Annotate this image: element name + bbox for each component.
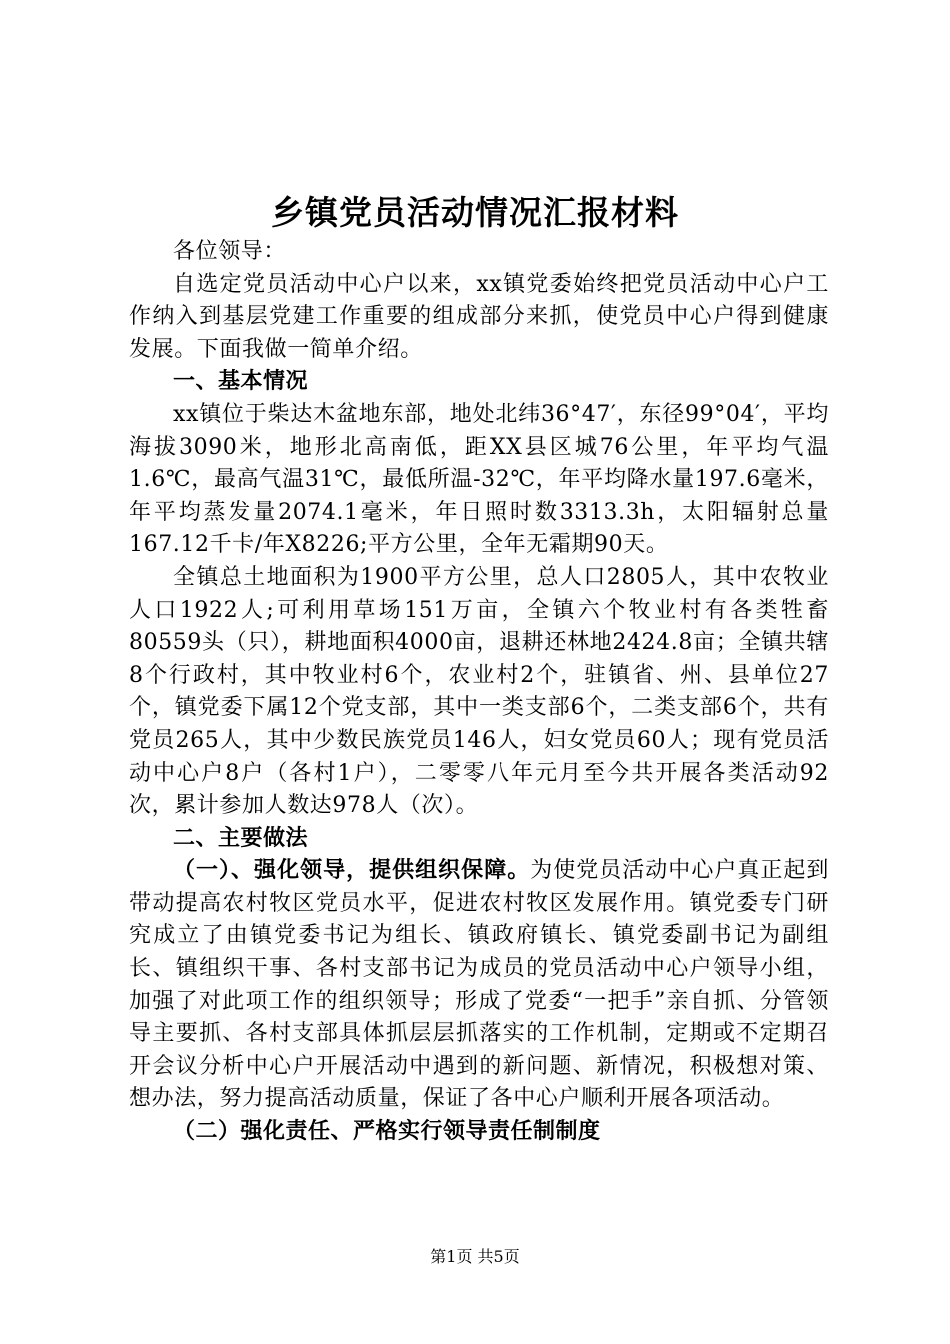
- paragraph-population: 全镇总土地面积为1900平方公里，总人口2805人，其中农牧业人口1922人;可利用草场151万亩，全镇六个牧业村有各类牲畜80559头（只），耕地面积4000亩，退耕还林地2424.8亩；全镇共辖8个行政村，其中牧业村6个，农业村2个，驻镇省、州、县单位27个，镇党委下属12个党支部，其中一类支部6个，二类支部6个，共有党员265人，其中少数民族党员146人，妇女党员60人；现有党员活动中心户8户（各村1户），二零零八年元月至今共开展各类活动92次，累计参加人数达978人（次）。: [129, 564, 829, 819]
- paragraph-leadership-body: 为使党员活动中心户真正起到带动提高农村牧区党员水平，促进农村牧区发展作用。镇党委专门研究成立了由镇党委书记为组长、镇政府镇长、镇党委副书记为副组长、镇组织干事、各村支部书记为成员的党员活动中心户领导小组，加强了对此项工作的组织领导；形成了党委“一把手”亲自抓、分管领导主要抓、各村支部具体抓层层抓落实的工作机制，定期或不定期召开会议分析中心户开展活动中遇到的新问题、新情况，积极想对策、想办法，努力提高活动质量，保证了各中心户顺利开展各项活动。: [129, 858, 829, 1112]
- paragraph-geography: xx镇位于柴达木盆地东部，地处北纬36°47′，东径99°04′，平均海拔3090米，地形北高南低，距XX县区城76公里，年平均气温1.6℃，最高气温31℃，最低所温-32℃，年平均降水量197.6毫米，年平均蒸发量2074.1毫米，年日照时数3313.3h，太阳辐射总量167.12千卡/年X8226;平方公里，全年无霜期90天。: [129, 401, 829, 558]
- subsection-heading-responsibility: （二）强化责任、严格实行领导责任制制度: [173, 1119, 601, 1145]
- intro-paragraph: 自选定党员活动中心户以来，xx镇党委始终把党员活动中心户工作纳入到基层党建工作重要的组成部分来抓，使党员中心户得到健康发展。下面我做一简单介绍。: [129, 271, 829, 362]
- greeting: 各位领导：: [173, 239, 287, 264]
- document-body: [129, 236, 829, 1149]
- paragraph-leadership: [129, 855, 829, 1116]
- section-heading-methods: 二、主要做法: [173, 825, 309, 851]
- section-heading-basic: 一、基本情况: [173, 369, 309, 395]
- page-number-footer: 第1页 共5页: [430, 1247, 520, 1266]
- paragraph-lead: （一）、强化领导，提供组织保障。: [173, 858, 531, 884]
- document-title: 乡镇党员活动情况汇报材料: [271, 193, 679, 232]
